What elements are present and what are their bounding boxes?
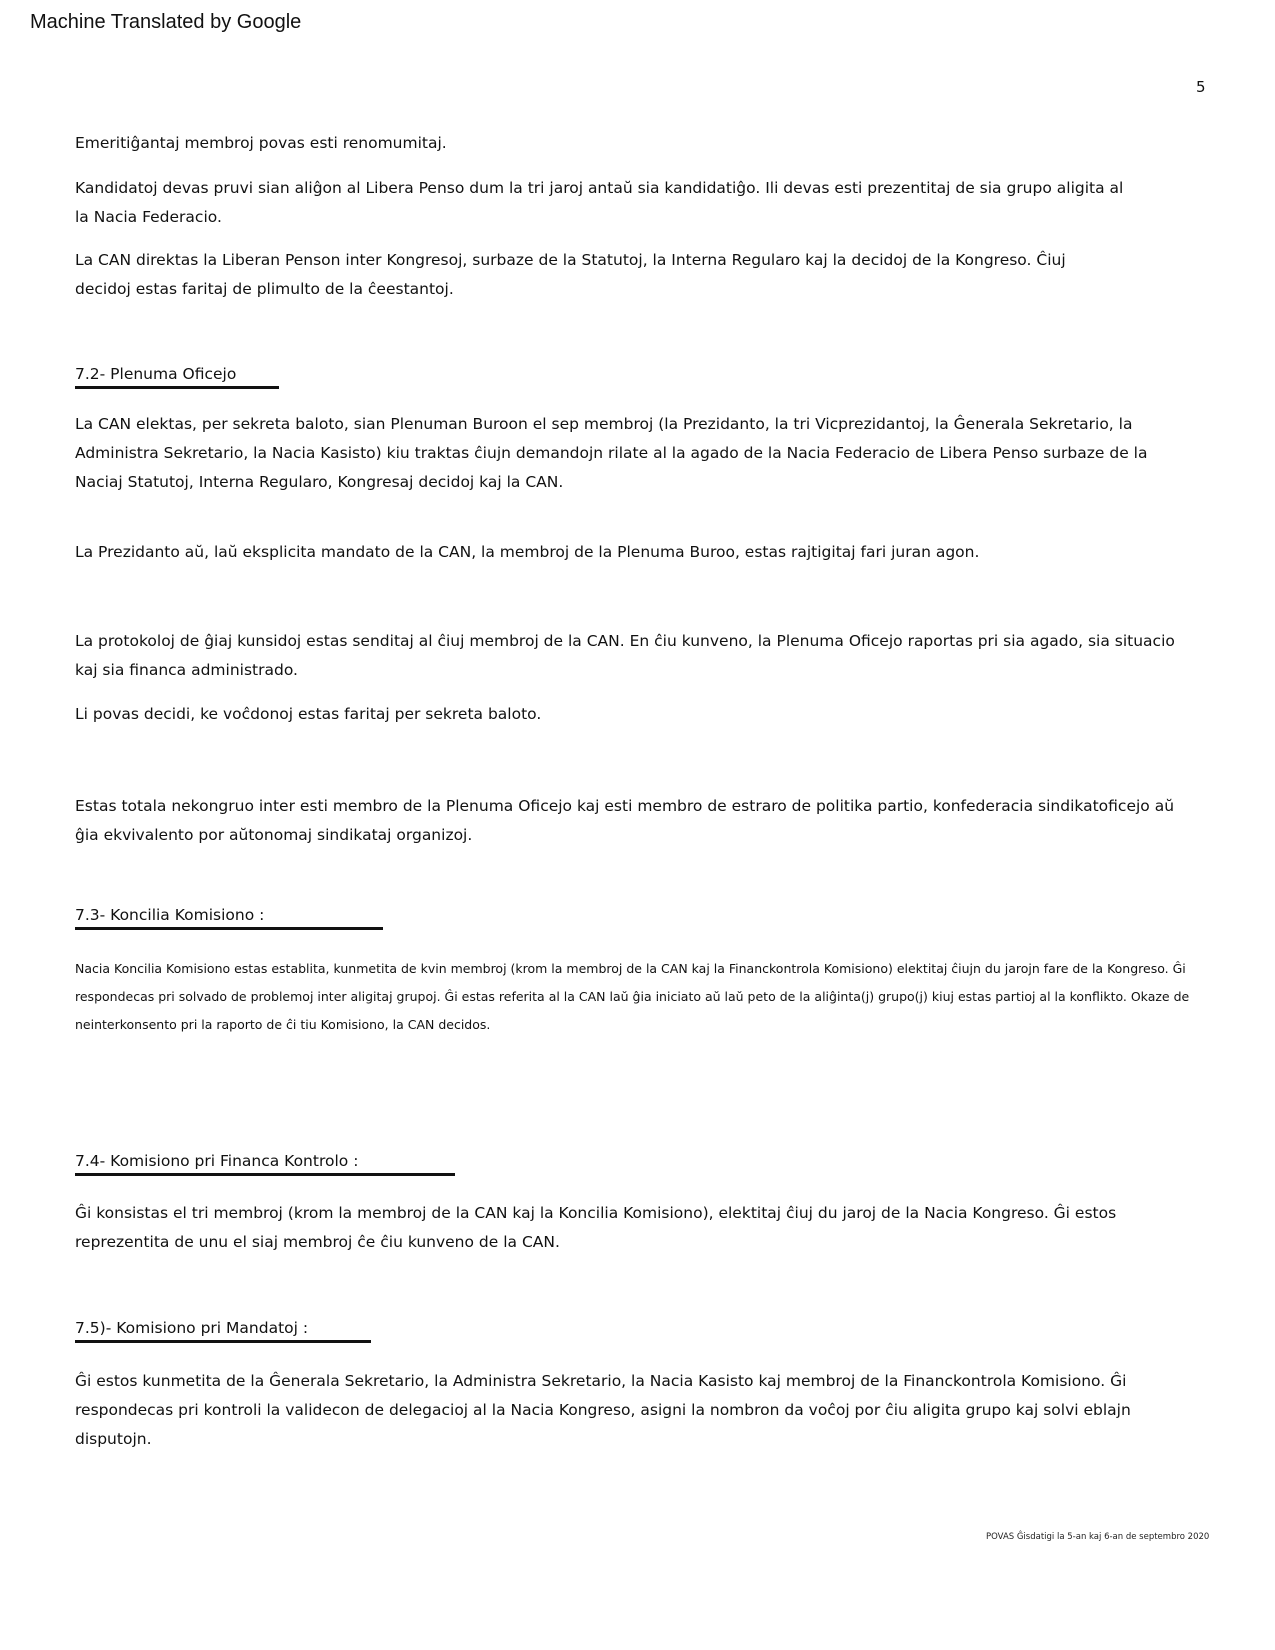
page-number: 5 xyxy=(1196,78,1206,96)
paragraph-executive-bureau: La CAN elektas, per sekreta baloto, sian Plenuman Buroon el sep membroj (la Prezidanto, la tri Vicprezidantoj, la Ĝenerala Sekretario, la Administra Sekretario, la Nacia Kasisto) kiu traktas ĉiujn demandojn rilate al la agado de la Nacia Federacio de Libera Penso surbaze de la Naciaj Statutoj, Interna Regularo, Kongresaj decidoj kaj la CAN. xyxy=(75,415,1148,491)
section-heading-7-5: 7.5)- Komisiono pri Mandatoj : xyxy=(75,1317,371,1343)
paragraph-can-direction: La CAN direktas la Liberan Penson inter Kongresoj, surbaze de la Statutoj, la Interna Regularo kaj la decidoj de la Kongreso. Ĉiuj decidoj estas faritaj de plimulto de la ĉeestantoj. xyxy=(75,251,1066,298)
paragraph-secret-ballot: Li povas decidi, ke voĉdonoj estas faritaj per sekreta baloto. xyxy=(75,705,542,723)
machine-translation-notice: Machine Translated by Google xyxy=(30,11,302,33)
paragraph-emeritus-members: Emeritiĝantaj membroj povas esti renomumitaj. xyxy=(75,134,447,152)
section-heading-7-2: 7.2- Plenuma Oficejo xyxy=(75,363,279,389)
page-footer: POVAS Ĝisdatigi la 5-an kaj 6-an de septembro 2020 xyxy=(986,1532,1210,1542)
paragraph-candidates: Kandidatoj devas pruvi sian aliĝon al Libera Penso dum la tri jaroj antaŭ sia kandidatiĝo. Ili devas esti prezentitaj de sia grupo aligita al la Nacia Federacio. xyxy=(75,179,1124,226)
paragraph-incompatibility: Estas totala nekongruo inter esti membro de la Plenuma Oficejo kaj esti membro de estraro de politika partio, konfederacia sindikatoficejo aŭ ĝia ekvivalento por aŭtonomaj sindikataj organizoj. xyxy=(75,797,1175,844)
paragraph-president-legal-action: La Prezidanto aŭ, laŭ eksplicita mandato de la CAN, la membroj de la Plenuma Buroo, estas rajtigitaj fari juran agon. xyxy=(75,543,980,561)
paragraph-mandates-commission: Ĝi estos kunmetita de la Ĝenerala Sekretario, la Administra Sekretario, la Nacia Kasisto kaj membroj de la Financkontrola Komisiono. Ĝi respondecas pri kontroli la validecon de delegacioj al la Nacia Kongreso, asigni la nombron da voĉoj por ĉiu aligita grupo kaj solvi eblajn disputojn. xyxy=(75,1372,1131,1448)
section-heading-7-4: 7.4- Komisiono pri Financa Kontrolo : xyxy=(75,1150,455,1176)
paragraph-meeting-minutes: La protokoloj de ĝiaj kunsidoj estas senditaj al ĉiuj membroj de la CAN. En ĉiu kunveno, la Plenuma Oficejo raportas pri sia agado, sia situacio kaj sia financa administrado. xyxy=(75,632,1175,679)
paragraph-conciliation-commission: Nacia Koncilia Komisiono estas establita, kunmetita de kvin membroj (krom la membroj de la CAN kaj la Financkontrola Komisiono) elektitaj ĉiujn du jarojn fare de la Kongreso. Ĝi respondecas pri solvado de problemoj inter aligitaj grupoj. Ĝi estas referita al la CAN laŭ ĝia iniciato aŭ laŭ peto de la aliĝinta(j) grupo(j) kiuj estas partioj al la konflikto. Okaze de neinterkonsento pri la raporto de ĉi tiu Komisiono, la CAN decidos. xyxy=(75,961,1190,1032)
paragraph-financial-control: Ĝi konsistas el tri membroj (krom la membroj de la CAN kaj la Koncilia Komisiono), elektitaj ĉiuj du jaroj de la Nacia Kongreso. Ĝi estos reprezentita de unu el siaj membroj ĉe ĉiu kunveno de la CAN. xyxy=(75,1204,1117,1251)
section-heading-7-3: 7.3- Koncilia Komisiono : xyxy=(75,904,383,930)
